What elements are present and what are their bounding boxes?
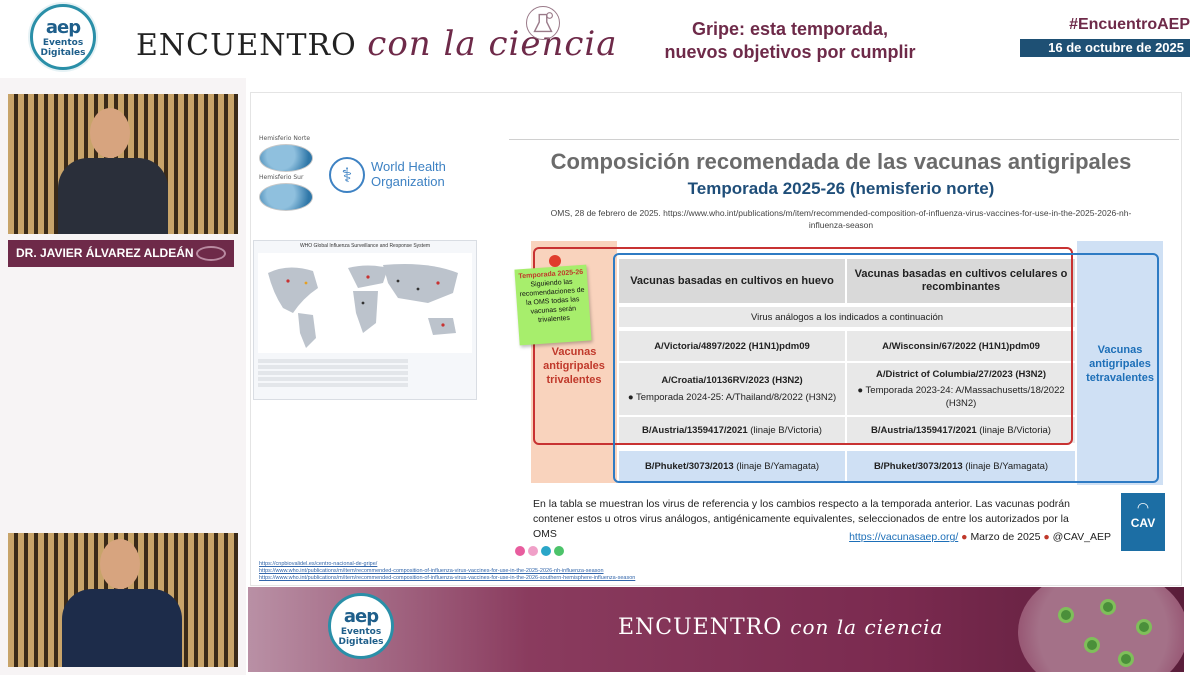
bullet-icon: ●	[1043, 531, 1053, 543]
sticky-note-title: Temporada 2025-26	[518, 268, 584, 281]
banner-brand	[618, 615, 943, 640]
speaker-video	[8, 94, 238, 234]
banner-aep-logo	[328, 593, 394, 659]
credit-handle: @CAV_AEP	[1052, 531, 1111, 543]
talk-title-line2: nuevos objetivos por cumplir	[664, 42, 916, 62]
pin-icon	[549, 255, 561, 267]
slide-source	[511, 207, 1171, 231]
credit-link[interactable]: https://vacunasaep.org/	[849, 531, 959, 543]
color-dot	[554, 546, 564, 556]
tetravalent-highlight-box	[613, 253, 1159, 483]
logo-line2: Digitales	[40, 48, 86, 58]
strain-name: A/Victoria/4897/2022 (H1N1)pdm09	[654, 340, 810, 352]
who-name	[371, 159, 446, 189]
slide-source-line1: OMS, 28 de febrero de 2025. https://www.who.int/publications/m/item/recommended-composition-of-influenza-virus-vaccines-for-use-in-the-2025-2026-nh-	[550, 208, 1132, 218]
reference-link[interactable]: https://www.who.int/publications/m/item/recommended-composition-of-influenza-virus-vaccines-for-use-in-the-2025-2026-nh-influenza-season	[259, 568, 604, 574]
strain-name: B/Phuket/3073/2013	[873, 460, 963, 472]
talk-title	[640, 18, 940, 64]
trivalent-label: Vacunas antigripales trivalentes	[543, 346, 605, 386]
strain-lineage: (linaje B/Yamagata)	[733, 460, 820, 472]
speaker-name: DR. JAVIER ÁLVAREZ ALDEÁN	[16, 246, 194, 260]
talk-title-line1: Gripe: esta temporada,	[691, 19, 889, 39]
strain-note: ● Temporada 2024-25: A/Thailand/8/2022 (H3N2)	[627, 392, 837, 403]
banner-brand-part1: ENCUENTRO	[618, 615, 783, 640]
globe-south-icon	[259, 183, 313, 211]
slide-subtitle: Temporada 2025-26 (hemisferio norte)	[687, 179, 995, 198]
banner-logo-line1: Eventos	[340, 627, 382, 637]
cell-illustration-icon	[1018, 587, 1184, 672]
event-date: 16 de octubre de 2025	[1020, 39, 1190, 57]
brand-title-part2: con la ciencia	[367, 24, 618, 64]
flask-icon	[526, 6, 560, 40]
reference-link[interactable]: https://cnpbiovalidel.es/centro-nacional-de-gripe/	[259, 561, 378, 567]
banner-logo-mark: aep	[343, 606, 379, 627]
logo-mark: aep	[45, 17, 81, 38]
strain-name: B/Austria/1359417/2021	[871, 424, 977, 436]
brand-title-part1: ENCUENTRO	[136, 28, 357, 63]
strain-name: B/Austria/1359417/2021	[642, 424, 748, 436]
who-name-line2: Organization	[371, 174, 445, 189]
header-bar	[0, 0, 1200, 78]
speaker-name-bar	[8, 240, 234, 267]
aep-logo	[30, 4, 96, 70]
strain-lineage: (linaje B/Yamagata)	[962, 460, 1049, 472]
color-dot	[541, 546, 551, 556]
world-map-icon	[258, 253, 472, 353]
who-logo	[329, 155, 449, 195]
color-dot	[528, 546, 538, 556]
surveillance-map	[253, 240, 477, 400]
ornament-icon	[196, 246, 226, 261]
who-emblem-icon: ⚕	[329, 157, 365, 193]
sticky-note	[514, 265, 591, 346]
table-analog-row: Virus análogos a los indicados a continuación	[619, 307, 1075, 327]
strain-name: B/Phuket/3073/2013	[644, 460, 734, 472]
map-title: WHO Global Influenza Surveillance and Response System	[299, 243, 431, 249]
slide-footnote: En la tabla se muestran los virus de referencia y los cambios respecto a la temporada anterior. Las vacunas podrán contener estos u otros virus análogos, antigénicamente equivalentes, seleccionados de entre los autorizados por la OMS	[533, 498, 1070, 540]
hemisphere-figure	[259, 135, 319, 215]
hemisphere-south-label: Hemisferio Sur	[259, 174, 304, 181]
presentation-slide	[250, 92, 1182, 586]
cav-logo-text: CAV	[1130, 516, 1156, 530]
table-header-egg: Vacunas basadas en cultivos en huevo	[619, 259, 845, 303]
logo-line1: Eventos	[42, 38, 84, 48]
event-hashtag: #EncuentroAEP	[1069, 16, 1190, 33]
strain-lineage: (linaje B/Victoria)	[747, 424, 822, 436]
slide-source-line2: influenza-season	[808, 220, 874, 230]
map-legend	[258, 357, 472, 397]
strain-name: A/Croatia/10136RV/2023 (H3N2)	[661, 375, 803, 386]
strain-note: ● Temporada 2023-24: A/Massachusetts/18/2022 (H3N2)	[857, 385, 1065, 409]
slide-divider	[509, 139, 1179, 140]
bottom-banner	[248, 587, 1184, 672]
moderator-video	[8, 533, 238, 667]
who-name-line1: World Health	[371, 159, 446, 174]
reference-links	[259, 561, 899, 582]
reference-link[interactable]: https://www.who.int/publications/m/item/recommended-composition-of-influenza-virus-vaccines-for-use-in-the-2026-southern-hemisphere-influenza-season	[259, 575, 636, 581]
globe-north-icon	[259, 144, 313, 172]
credit-date: Marzo de 2025	[970, 531, 1041, 543]
cav-logo	[1121, 493, 1165, 551]
banner-brand-part2: con la ciencia	[790, 615, 944, 639]
strain-name: A/Wisconsin/67/2022 (H1N1)pdm09	[882, 340, 1040, 352]
cav-mark-icon: ◠	[1136, 499, 1150, 515]
strain-name: A/District of Columbia/27/2023 (H3N2)	[876, 369, 1046, 380]
tetravalent-label: Vacunas antigripales tetravalentes	[1086, 344, 1154, 384]
hemisphere-north-label: Hemisferio Norte	[259, 135, 311, 142]
color-dot	[515, 546, 525, 556]
strain-lineage: (linaje B/Victoria)	[976, 424, 1051, 436]
slide-title: Composición recomendada de las vacunas antigripales	[550, 149, 1132, 174]
sticky-note-body: Siguiendo las recomendaciones de la OMS todas las vacunas serán trivalentes	[519, 278, 585, 325]
bullet-icon: ●	[961, 531, 971, 543]
color-dots	[515, 541, 585, 553]
slide-credit	[811, 531, 1111, 543]
banner-logo-line2: Digitales	[338, 637, 384, 647]
table-header-cell: Vacunas basadas en cultivos celulares o recombinantes	[847, 259, 1075, 303]
